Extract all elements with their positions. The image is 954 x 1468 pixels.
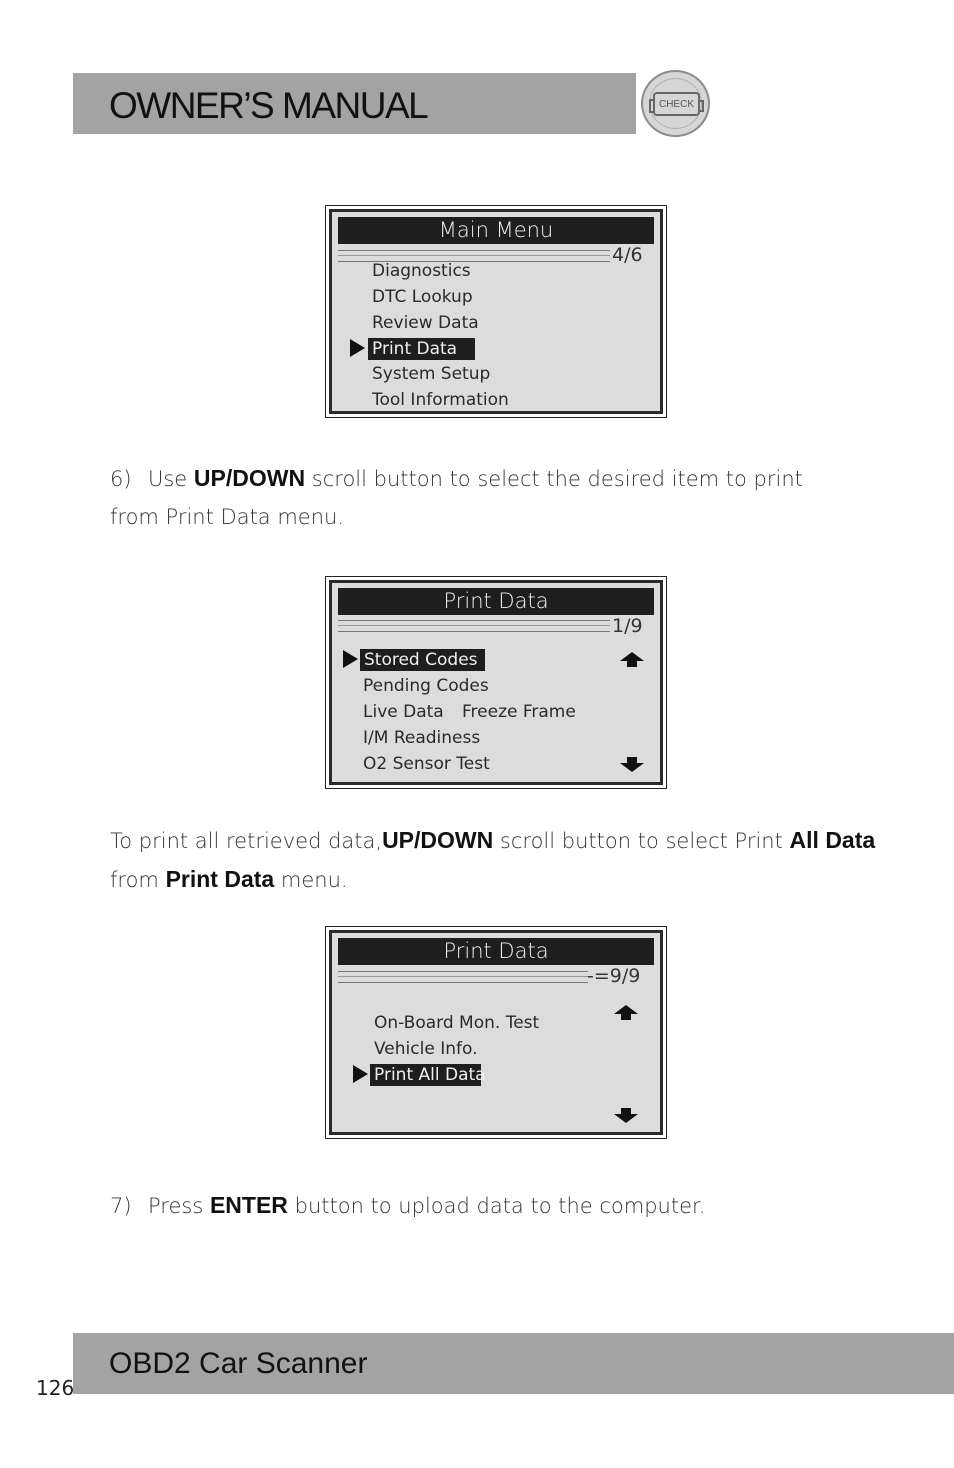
footer-title: OBD2 Car Scanner [109,1347,368,1380]
screen-page-indicator: 4/6 [612,244,643,266]
note-text: menu. [280,868,348,892]
step-6-instruction [110,459,870,536]
step-7-instruction [110,1186,870,1225]
menu-item-pending-codes[interactable]: Pending Codes [363,676,489,696]
screen-page-indicator: 1/9 [612,615,643,637]
screen-page-indicator: -=9/9 [587,965,641,987]
scroll-up-icon[interactable] [620,652,644,666]
scanner-screen-print-data-9 [325,926,667,1139]
menu-item-live-data[interactable]: Live Data [363,702,444,722]
menu-item-tool-information[interactable]: Tool Information [372,390,509,410]
screen-title: Print Data [338,588,654,615]
footer-bar [73,1333,954,1394]
scanner-screen-print-data-1 [325,576,667,789]
page-number: 126 [36,1376,75,1400]
menu-item-dtc-lookup[interactable]: DTC Lookup [372,287,473,307]
note-text: To print all retrieved data, [110,829,383,853]
scanner-screen-main-menu [325,205,667,418]
screen-title: Print Data [338,938,654,965]
menu-item-vehicle-info[interactable]: Vehicle Info. [374,1039,478,1059]
header-bar [73,73,636,134]
screen-title: Main Menu [338,217,654,244]
manual-title: OWNER’S MANUAL [109,85,428,126]
check-engine-icon [653,92,700,116]
step-text: Press [148,1194,204,1218]
screen-divider [338,971,588,983]
note-text: from [110,868,159,892]
screen-display [329,580,663,785]
check-engine-badge [641,70,710,137]
screen-divider [338,620,610,632]
scroll-up-icon[interactable] [614,1005,638,1019]
menu-item-stored-codes[interactable]: Stored Codes [360,649,485,671]
note-keyword: Print Data [165,866,275,892]
step-number: 6) [110,467,132,491]
menu-item-freeze-frame[interactable]: Freeze Frame [462,702,576,722]
menu-item-print-data[interactable]: Print Data [368,338,475,360]
note-text: scroll button to select Print [499,829,783,853]
step-text: scroll button to select the desired item to print [311,467,803,491]
menu-item-o2-sensor-test[interactable]: O2 Sensor Test [363,754,490,774]
cursor-arrow-icon [343,650,358,668]
screen-display [329,209,663,414]
step-text: button to upload data to the computer. [294,1194,706,1218]
step-keyword: ENTER [209,1192,288,1218]
screen-display [329,930,663,1135]
cursor-arrow-icon [353,1065,368,1083]
cursor-arrow-icon [350,339,365,357]
check-engine-label: CHECK [658,98,694,110]
menu-item-review-data[interactable]: Review Data [372,313,479,333]
step-text-line2: from Print Data menu. [110,505,345,529]
menu-item-diagnostics[interactable]: Diagnostics [372,261,471,281]
menu-item-on-board-mon-test[interactable]: On-Board Mon. Test [374,1013,540,1033]
step-number: 7) [110,1194,132,1218]
scroll-down-icon[interactable] [620,757,644,771]
menu-item-im-readiness[interactable]: I/M Readiness [363,728,481,748]
print-all-instruction [110,821,910,899]
note-keyword: UP/DOWN [382,827,494,853]
menu-item-print-all-data[interactable]: Print All Data [370,1064,481,1086]
step-keyword: UP/DOWN [193,465,306,491]
menu-item-system-setup[interactable]: System Setup [372,364,491,384]
scroll-down-icon[interactable] [614,1108,638,1122]
step-text: Use [148,467,188,491]
note-keyword: All Data [789,827,876,853]
